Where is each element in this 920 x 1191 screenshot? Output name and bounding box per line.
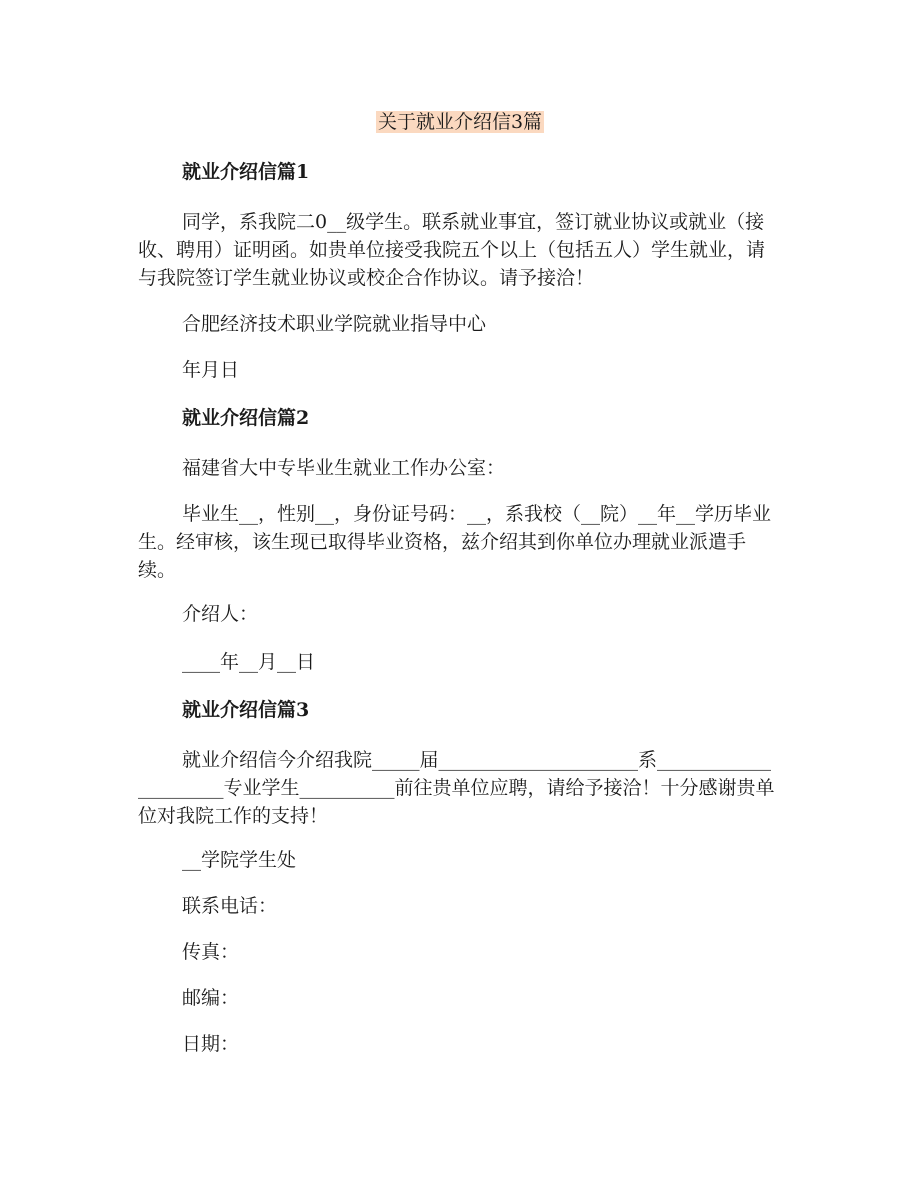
section1-date: 年月日 bbox=[182, 359, 240, 381]
section2-introducer: 介绍人： bbox=[182, 603, 259, 625]
section2-date: ____年__月__日 bbox=[182, 651, 316, 673]
section3-body: 就业介绍信今介绍我院_____届_____________________系_____________________专业学生__________前往贵单位应聘，请给予接洽！十分感谢贵单位对我院工作的支持！ bbox=[138, 749, 775, 827]
section3-heading: 就业介绍信篇3 bbox=[182, 699, 310, 721]
section1-signature: 合肥经济技术职业学院就业指导中心 bbox=[182, 313, 487, 335]
section3-date: 日期： bbox=[182, 1033, 240, 1055]
section2-recipient: 福建省大中专毕业生就业工作办公室： bbox=[182, 457, 506, 479]
document-title: 关于就业介绍信3篇 bbox=[377, 111, 543, 133]
section2-heading: 就业介绍信篇2 bbox=[182, 407, 310, 429]
section1-heading: 就业介绍信篇1 bbox=[182, 161, 310, 183]
section3-fax: 传真： bbox=[182, 941, 240, 963]
section1-body: 同学，系我院二0__级学生。联系就业事宜，签订就业协议或就业（接收、聘用）证明函。如贵单位接受我院五个以上（包括五人）学生就业，请与我院签订学生就业协议或校企合作协议。请予接洽！ bbox=[138, 211, 766, 289]
section3-office: __学院学生处 bbox=[182, 849, 297, 871]
section3-phone: 联系电话： bbox=[182, 895, 278, 917]
section3-postcode: 邮编： bbox=[182, 987, 240, 1009]
section2-body: 毕业生__，性别__，身份证号码：__，系我校（__院）__年__学历毕业生。经审核，该生现已取得毕业资格，兹介绍其到你单位办理就业派遣手续。 bbox=[138, 503, 772, 581]
